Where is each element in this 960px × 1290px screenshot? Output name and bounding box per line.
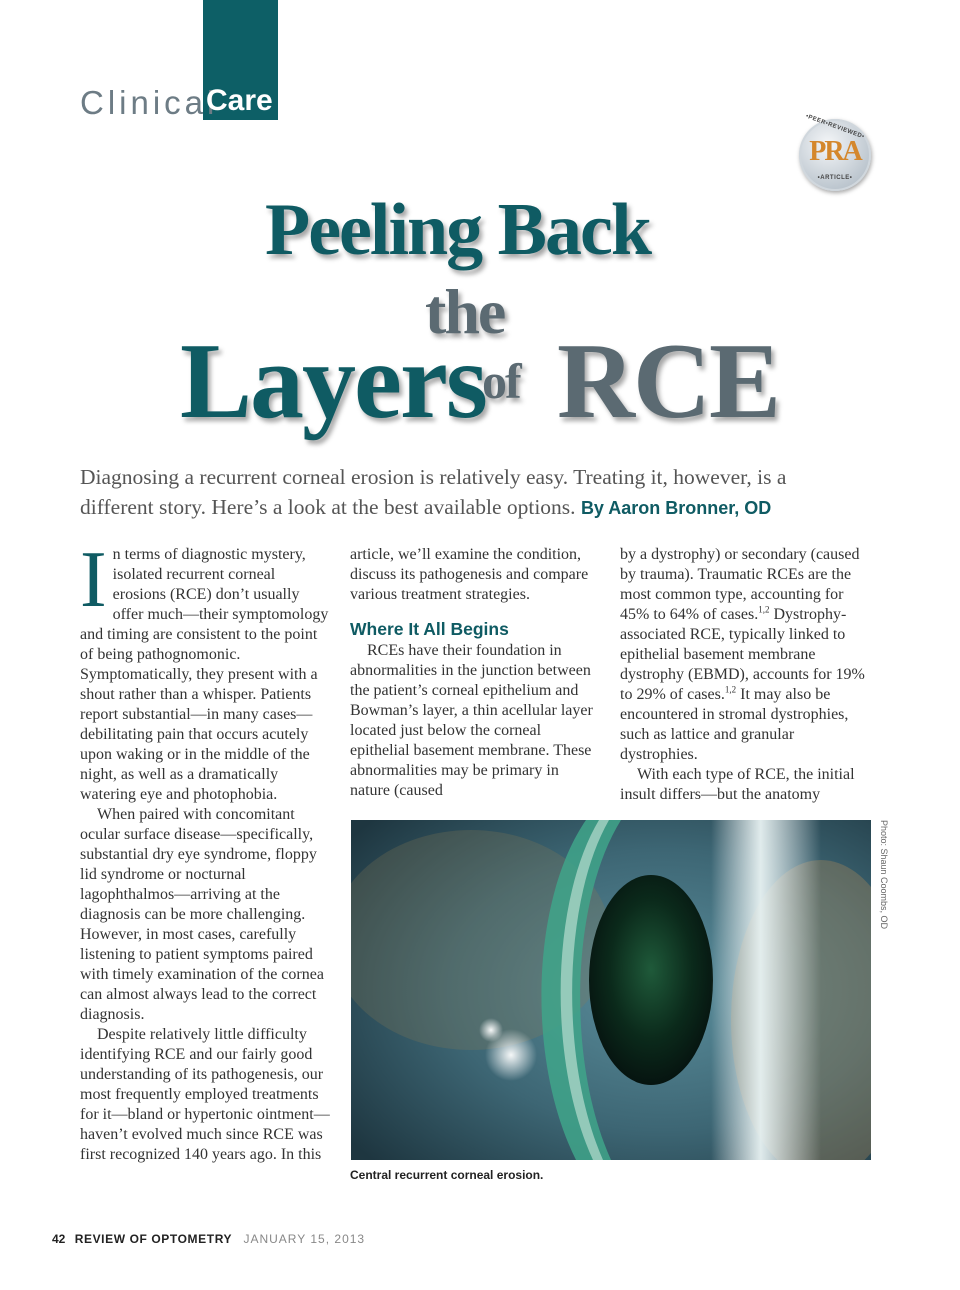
paragraph-text: Dystrophy-associated RCE, typically linked to epithelial basement membrane dystrophy (EBMD), accounts for 19% to 29% of cases. [620, 606, 865, 703]
magazine-name: REVIEW OF OPTOMETRY [74, 1232, 233, 1246]
section-label-highlight: Care [206, 84, 273, 117]
title-line-1: Peeling Back [265, 189, 651, 271]
section-label: Clinical [80, 84, 219, 121]
body-column-2 [350, 545, 600, 801]
paragraph: With each type of RCE, the initial insult differs—but the anatomy [620, 766, 855, 803]
paragraph-text: n terms of diagnostic mystery, isolated recurrent corneal erosions (RCE) don’t usually offer much—their symptomology and timing are consistent to the point of being pathognomonic. Symptomatically, they present with a shout rather than a whisper. Patients report substantial—in many cases—debilitating pain that occurs acutely upon waking or in the middle of the night, as well as a dramatically watering eye and photophobia. [80, 546, 329, 803]
reference-marker: 1,2 [758, 604, 770, 615]
issue-date: JANUARY 15, 2013 [243, 1232, 366, 1246]
photo-caption: Central recurrent corneal erosion. [350, 1168, 544, 1182]
page-footer [52, 1232, 365, 1246]
section-subhead: Where It All Begins [350, 619, 509, 639]
photo-credit [876, 820, 890, 940]
paragraph: When paired with concomitant ocular surface disease—specifically, substantial dry eye syndrome, floppy lid syndrome or nocturnal lagophthalmos—arriving at the diagnosis can be more challenging. However, in most cases, carefully listening to patient symptoms paired with timely examination of the cornea can almost always lead to the correct diagnosis. [80, 806, 324, 1023]
article-deck [80, 462, 860, 523]
paragraph-text: It may also be encountered in stromal dystrophies, such as lattice and granular dystrophies. [620, 686, 849, 763]
paragraph: Despite relatively little difficulty identifying RCE and our fairly good understanding of its pathogenesis, our most frequently employed treatments for it—bland or hypertonic ointment—haven’t evolved much since RCE was first recognized 140 years ago. In this [80, 1026, 330, 1163]
paragraph-text: by a dystrophy) or secondary (caused by trauma). Traumatic RCEs are the most common type, accounting for 45% to 64% of cases. [620, 546, 860, 623]
title-word-layers: Layers [180, 322, 486, 441]
badge-top-text: •PEER•REVIEWED• [804, 113, 866, 141]
paragraph [80, 536, 330, 805]
title-line-2: the [425, 276, 505, 347]
title-word-rce: RCE [557, 322, 780, 441]
body-column-3 [620, 545, 870, 805]
deck-text: Diagnosing a recurrent corneal erosion is relatively easy. Treating it, however, is a different story. Here’s a look at the best available options. [80, 465, 787, 519]
page-number: 42 [52, 1232, 66, 1246]
paragraph [620, 545, 870, 765]
reference-marker: 1,2 [724, 684, 737, 695]
eye-image-icon [351, 820, 871, 1160]
badge-letters: PRA [809, 136, 861, 167]
badge-bottom-text: •ARTICLE• [817, 175, 853, 181]
body-column-1 [80, 536, 330, 1165]
eye-photo [351, 820, 871, 1160]
drop-cap: I [80, 536, 107, 624]
photo-credit-text: Photo: Shaun Coombs, OD [879, 820, 889, 930]
paragraph: RCEs have their foundation in abnormalities in the junction between the patient’s corneal epithelium and Bowman’s layer, a thin acellular layer located just below the corneal epithelial basement membrane. These abnormalities may be primary in nature (caused [350, 642, 593, 799]
byline: By Aaron Bronner, OD [580, 498, 772, 518]
title-word-of: of [482, 353, 520, 409]
paragraph: article, we’ll examine the condition, discuss its pathogenesis and compare various treatment strategies. [350, 546, 589, 603]
